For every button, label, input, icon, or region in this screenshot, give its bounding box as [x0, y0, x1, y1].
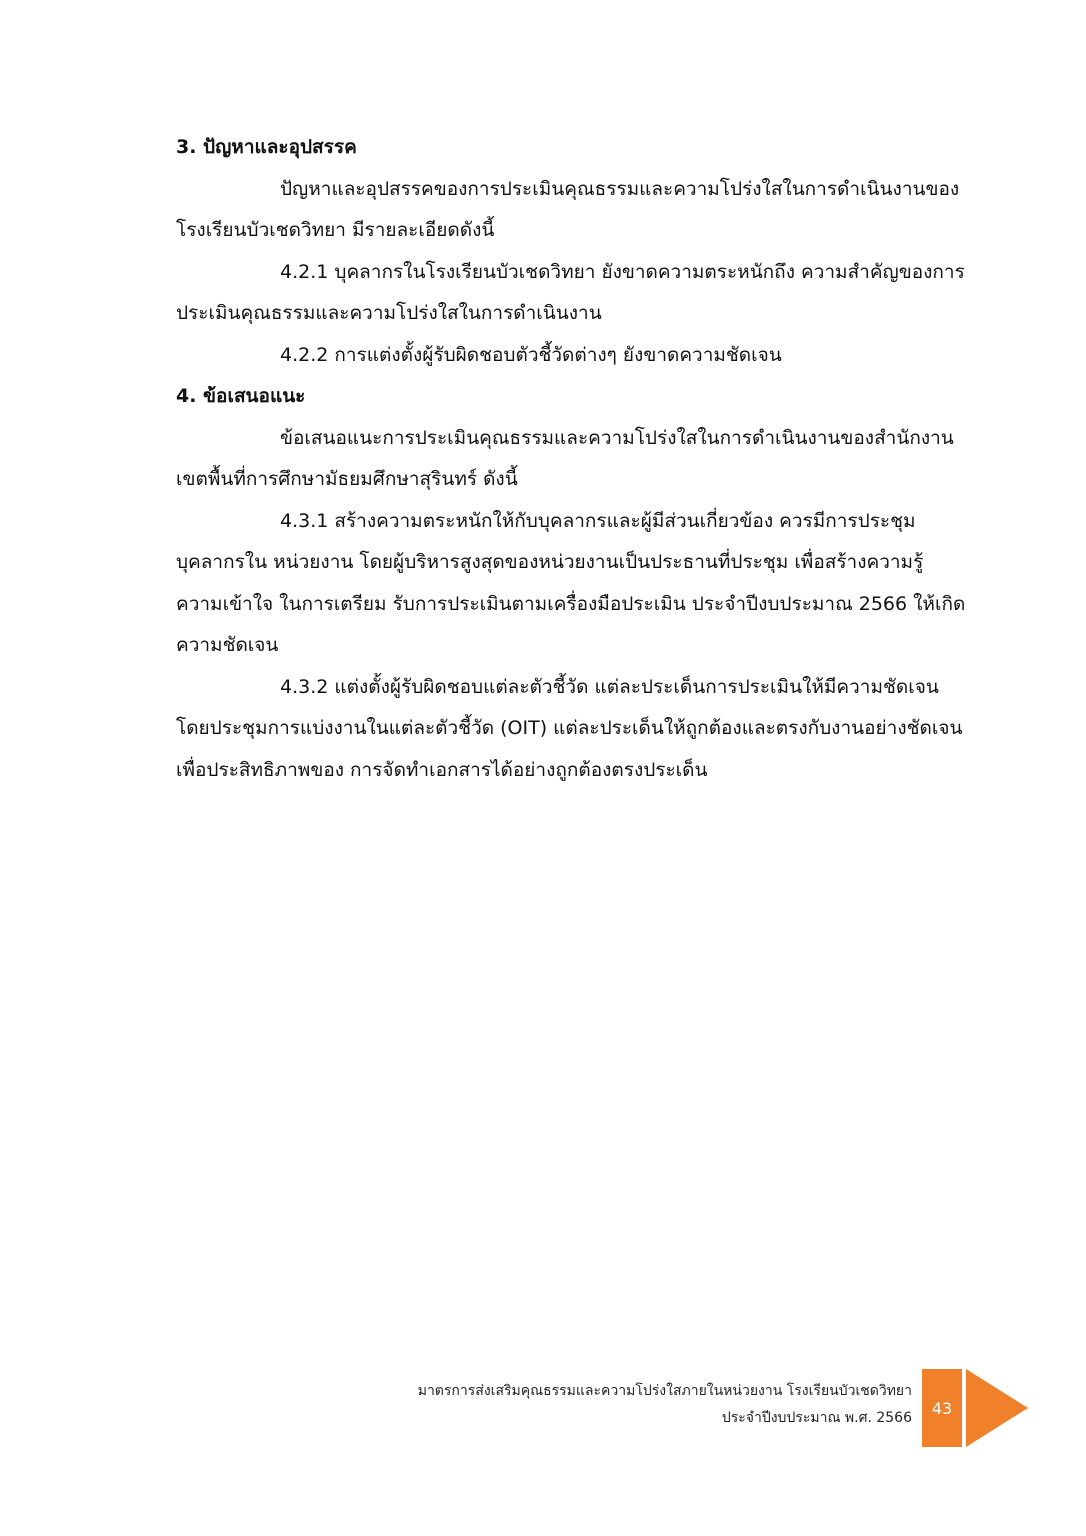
document-body	[176, 127, 966, 791]
page-footer	[418, 1378, 912, 1432]
page-arrow-icon	[966, 1369, 1028, 1447]
page-number-badge	[922, 1369, 962, 1447]
page-number: 43	[931, 1398, 953, 1418]
section-4-intro: ข้อเสนอแนะการประเมินคุณธรรมและความโปร่งใสในการดำเนินงานของสำนักงานเขตพื้นที่การศึกษามัธยมศึกษาสุรินทร์ ดังนี้	[176, 426, 954, 490]
section-3-item-4-2-2: 4.2.2 การแต่งตั้งผู้รับผิดชอบตัวชี้วัดต่างๆ ยังขาดความชัดเจน	[280, 343, 782, 366]
footer-fiscal-year: ประจำปีงบประมาณ พ.ศ. 2566	[721, 1410, 912, 1426]
section-4-item-4-3-1: 4.3.1 สร้างความตระหนักให้กับบุคลากรและผู้มีส่วนเกี่ยวข้อง ควรมีการประชุมบุคลากรใน หน่วยงาน โดยผู้บริหารสูงสุดของหน่วยงานเป็นประธานที่ประชุม เพื่อสร้างความรู้ความเข้าใจ ในการเตรียม รับการประเมินตามเครื่องมือประเมิน ประจำปีงบประมาณ 2566 ให้เกิดความชัดเจน	[176, 509, 966, 656]
section-3-heading: 3. ปัญหาและอุปสรรค	[176, 136, 357, 158]
section-4-item-4-3-2: 4.3.2 แต่งตั้งผู้รับผิดชอบแต่ละตัวชี้วัด แต่ละประเด็นการประเมินให้มีความชัดเจน โดยประชุมการแบ่งงานในแต่ละตัวชี้วัด (OIT) แต่ละประเด็นให้ถูกต้องและตรงกับงานอย่างชัดเจน เพื่อประสิทธิภาพของ การจัดทำเอกสารได้อย่างถูกต้องตรงประเด็น	[176, 675, 963, 781]
footer-title: มาตรการส่งเสริมคุณธรรมและความโปร่งใสภายในหน่วยงาน โรงเรียนบัวเชดวิทยา	[417, 1383, 912, 1399]
section-3-item-4-2-1: 4.2.1 บุคลากรในโรงเรียนบัวเชดวิทยา ยังขาดความตระหนักถึง ความสำคัญของการประเมินคุณธรรมและความโปร่งใสในการดำเนินงาน	[176, 260, 965, 324]
section-3-intro: ปัญหาและอุปสรรคของการประเมินคุณธรรมและความโปร่งใสในการดำเนินงานของโรงเรียนบัวเชดวิทยา มีรายละเอียดดังนี้	[176, 177, 960, 241]
section-4-heading: 4. ข้อเสนอแนะ	[176, 385, 306, 407]
